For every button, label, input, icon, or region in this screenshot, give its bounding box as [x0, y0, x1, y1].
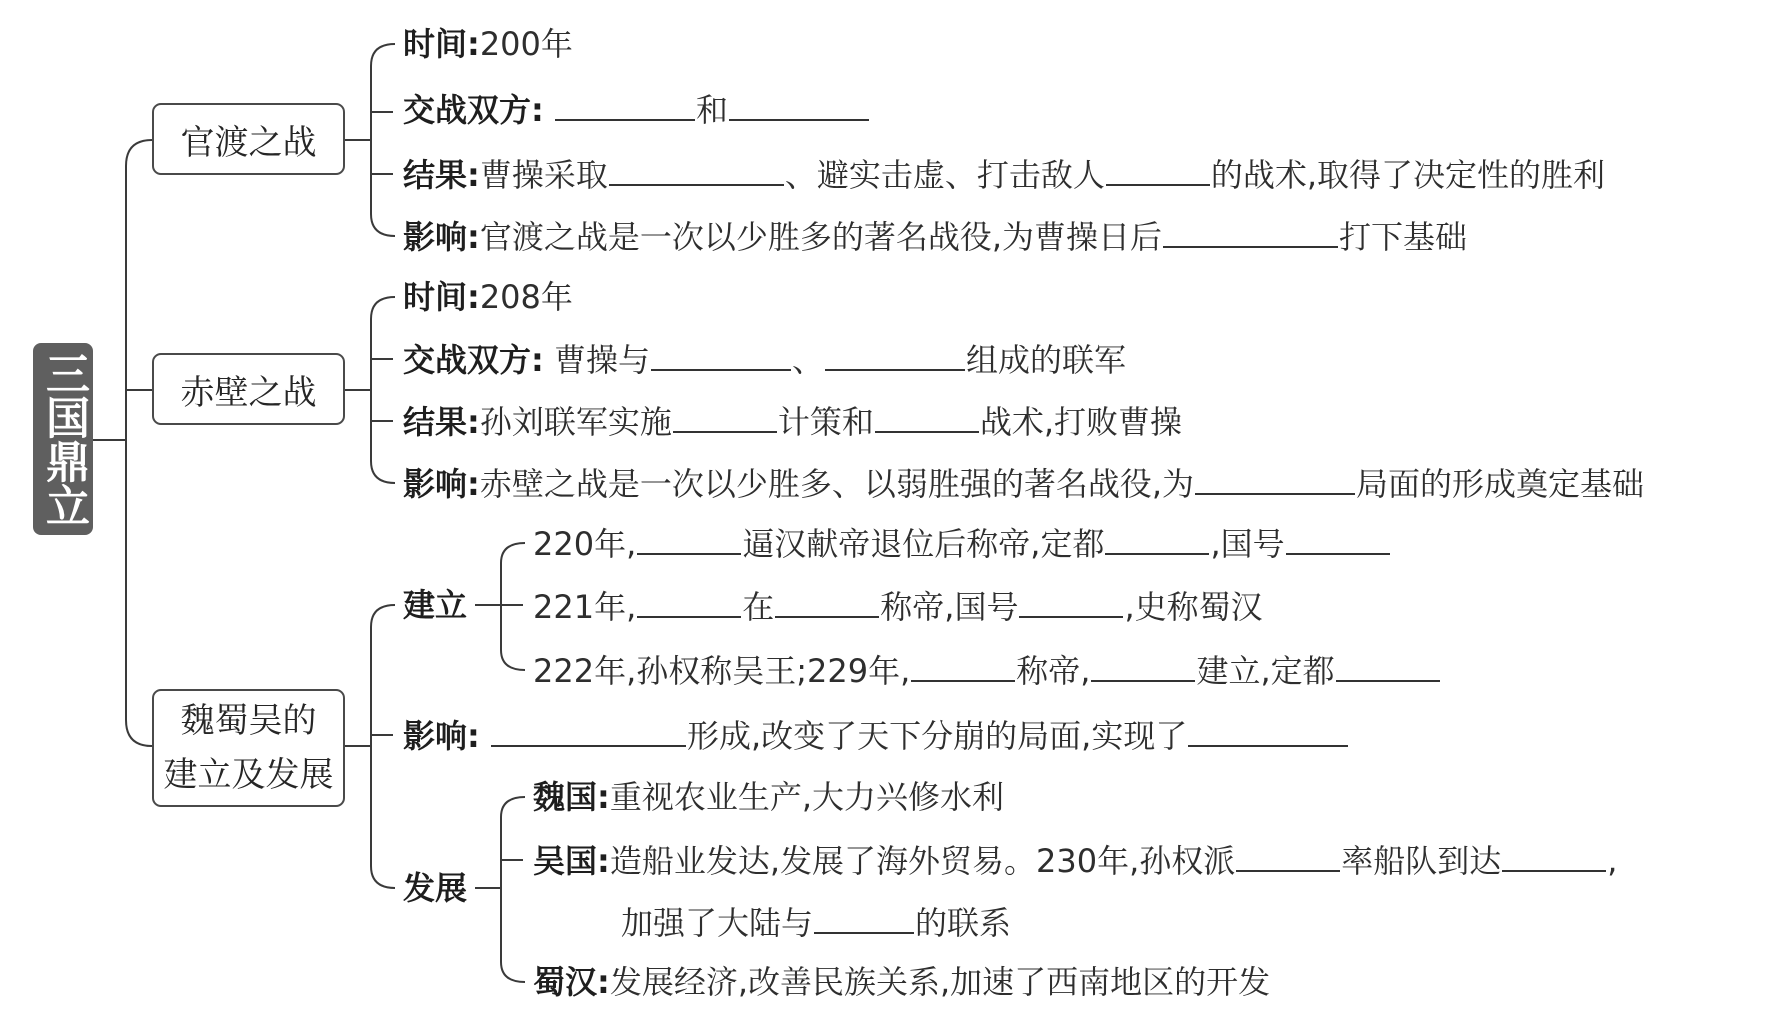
text-found2-b: 在 — [742, 588, 775, 626]
value-time: 200年 — [479, 25, 573, 63]
text-impact-b: 打下基础 — [1339, 218, 1468, 256]
text-impact-b: 局面的形成奠定基础 — [1356, 465, 1645, 503]
found-line-222 — [533, 650, 1441, 691]
text-found1-a: 220年, — [533, 525, 637, 563]
text-impact-a: 形成,改变了天下分崩的局面,实现了 — [686, 717, 1188, 755]
dev-shu — [533, 962, 1270, 1002]
text-sides-a: 曹操与 — [553, 341, 650, 379]
text-found3-a: 222年,孙权称吴王;229年, — [533, 652, 911, 690]
fill-blank[interactable] — [637, 523, 741, 555]
fill-blank[interactable] — [1236, 840, 1340, 872]
found-line-221 — [533, 586, 1263, 627]
label-sides: 交战双方: — [403, 91, 544, 129]
text-wu-b: 率船队到达 — [1341, 842, 1502, 880]
fill-blank[interactable] — [1105, 523, 1209, 555]
text-found1-c: ,国号 — [1210, 525, 1285, 563]
dev-wei — [533, 777, 1004, 817]
text-result-a: 曹操采取 — [479, 156, 608, 194]
fill-blank[interactable] — [875, 401, 979, 433]
fill-blank[interactable] — [1195, 463, 1355, 495]
label-time: 时间: — [403, 278, 480, 316]
label-impact: 影响: — [403, 717, 480, 755]
node-chibi: 赤壁之战 — [152, 353, 345, 425]
text-found3-c: 建立,定都 — [1196, 652, 1335, 690]
node-weishuwu — [152, 689, 345, 807]
root-node: 三国鼎立 — [33, 343, 93, 535]
text-wu-c: , — [1607, 842, 1618, 880]
guandu-time — [403, 24, 573, 64]
chibi-impact — [403, 463, 1644, 504]
fill-blank[interactable] — [1188, 715, 1348, 747]
text-found2-a: 221年, — [533, 588, 637, 626]
text-wu-a: 造船业发达,发展了海外贸易。230年,孙权派 — [609, 842, 1236, 880]
dev-label — [403, 868, 467, 908]
text-result-b: 、避实击虚、打击敌人 — [784, 156, 1105, 194]
text-found2-d: ,史称蜀汉 — [1124, 588, 1263, 626]
text-found2-c: 称帝,国号 — [880, 588, 1019, 626]
fill-blank[interactable] — [673, 401, 777, 433]
node-guandu: 官渡之战 — [152, 103, 345, 175]
text-wu2-b: 的联系 — [915, 904, 1012, 942]
text-shu: 发展经济,改善民族关系,加速了西南地区的开发 — [609, 963, 1271, 1001]
fill-blank[interactable] — [609, 154, 784, 186]
guandu-result — [403, 154, 1605, 195]
chibi-result — [403, 401, 1182, 442]
fill-blank[interactable] — [651, 339, 791, 371]
fill-blank[interactable] — [1502, 840, 1606, 872]
fill-blank[interactable] — [1163, 216, 1338, 248]
text-impact-a: 官渡之战是一次以少胜多的著名战役,为曹操日后 — [479, 218, 1162, 256]
fill-blank[interactable] — [729, 89, 869, 121]
text-wu2-a: 加强了大陆与 — [621, 904, 814, 942]
label-dev: 发展 — [403, 869, 468, 907]
text-result-c: 的战术,取得了决定性的胜利 — [1210, 156, 1606, 194]
text-impact-a: 赤壁之战是一次以少胜多、以弱胜强的著名战役,为 — [479, 465, 1194, 503]
text-wei: 重视农业生产,大力兴修水利 — [609, 778, 1004, 816]
dev-wu-cont — [621, 902, 1011, 943]
fill-blank[interactable] — [1106, 154, 1210, 186]
text-sides-c: 组成的联军 — [966, 341, 1127, 379]
label-wei: 魏国: — [533, 778, 610, 816]
found-line-220 — [533, 523, 1391, 564]
value-time: 208年 — [479, 278, 573, 316]
found-label — [403, 585, 467, 625]
fill-blank[interactable] — [1019, 586, 1123, 618]
fill-blank[interactable] — [825, 339, 965, 371]
guandu-impact — [403, 216, 1467, 257]
text-and: 和 — [695, 91, 728, 129]
label-wu: 吴国: — [533, 842, 610, 880]
text-result-b: 计策和 — [777, 403, 874, 441]
label-impact: 影响: — [403, 218, 480, 256]
fill-blank[interactable] — [814, 902, 914, 934]
text-result-a: 孙刘联军实施 — [479, 403, 672, 441]
label-result: 结果: — [403, 403, 480, 441]
fill-blank[interactable] — [1286, 523, 1390, 555]
node-weishuwu-line2: 建立及发展 — [163, 755, 334, 795]
label-time: 时间: — [403, 25, 480, 63]
fill-blank[interactable] — [1091, 650, 1195, 682]
label-found: 建立 — [403, 586, 468, 624]
weishuwu-impact — [403, 715, 1349, 756]
label-impact: 影响: — [403, 465, 480, 503]
dev-wu — [533, 840, 1617, 881]
label-sides: 交战双方: — [403, 341, 544, 379]
fill-blank[interactable] — [911, 650, 1015, 682]
fill-blank[interactable] — [637, 586, 741, 618]
text-sides-b: 、 — [792, 341, 825, 379]
fill-blank[interactable] — [1336, 650, 1440, 682]
chibi-sides — [403, 339, 1126, 380]
node-weishuwu-line1: 魏蜀吴的 — [180, 701, 317, 741]
label-shu: 蜀汉: — [533, 963, 610, 1001]
fill-blank[interactable] — [555, 89, 695, 121]
chibi-time — [403, 277, 573, 317]
text-found3-b: 称帝, — [1016, 652, 1091, 690]
guandu-sides — [403, 89, 870, 130]
fill-blank[interactable] — [775, 586, 879, 618]
fill-blank[interactable] — [491, 715, 686, 747]
text-result-c: 战术,打败曹操 — [979, 403, 1183, 441]
label-result: 结果: — [403, 156, 480, 194]
text-found1-b: 逼汉献帝退位后称帝,定都 — [742, 525, 1105, 563]
